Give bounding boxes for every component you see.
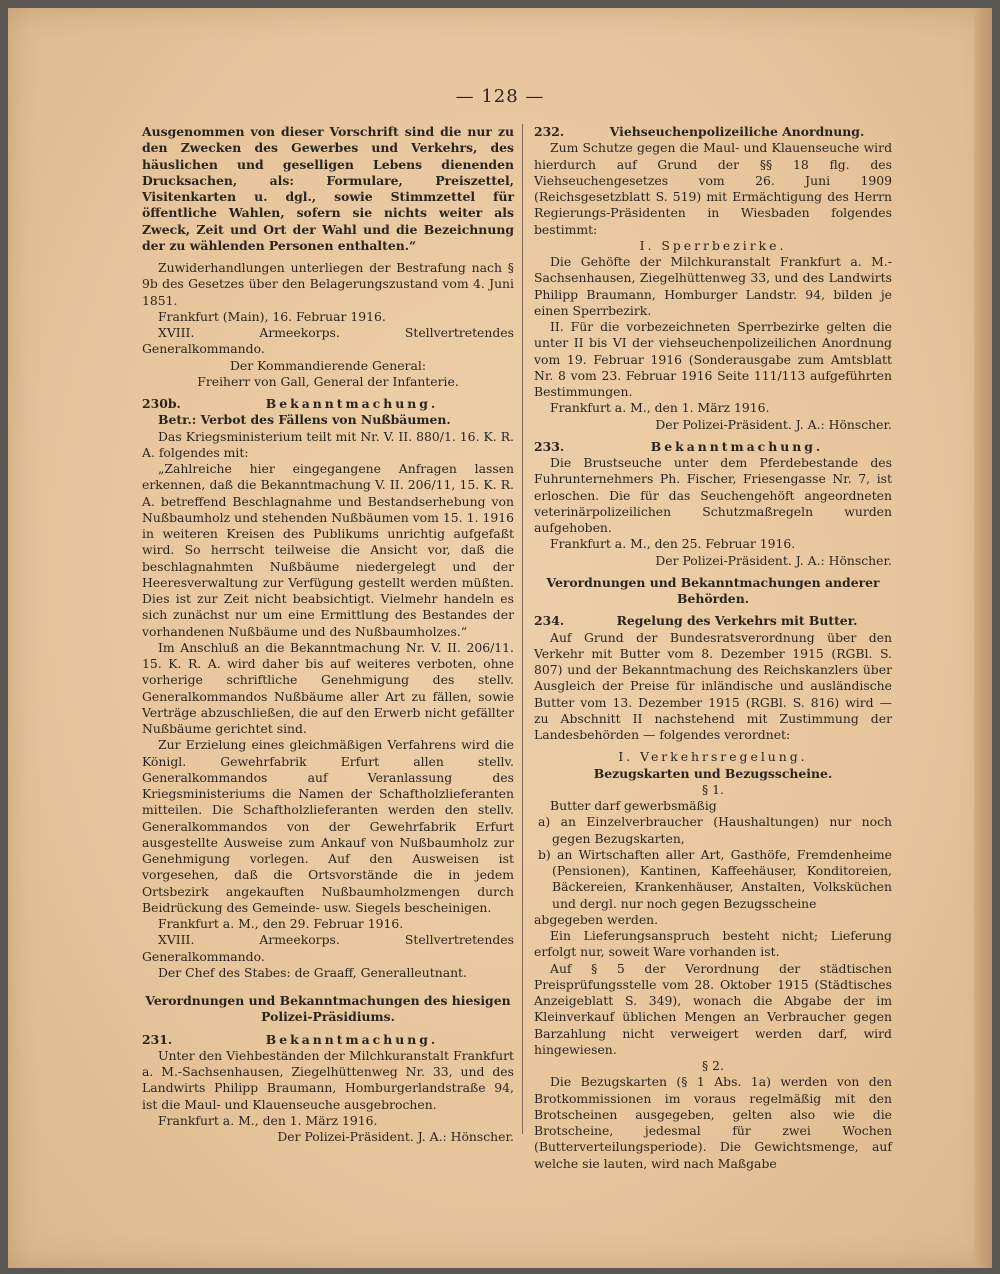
section-title: Bekanntmachung. xyxy=(650,438,824,454)
paragraph: Auf § 5 der Verordnung der städtischen Preisprüfungsstelle vom 28. Oktober 1915 (Städtisches Anzeigeblatt S. 349), wonach die Abgabe der im Kleinverkauf üblichen Mengen an Verbraucher gegen Barzahlung nicht verweigert werden darf, wird hingewiesen. xyxy=(534,960,892,1057)
binding-edge xyxy=(974,8,992,1268)
paragraph-mark: § 2. xyxy=(702,1058,724,1073)
list-item: b) an Wirtschaften aller Art, Gasthöfe, Fremdenheime (Pensionen), Kantinen, Kaffeehäuser, Konditoreien, Bäckereien, Krankenhäuser, Anstalten, Volksküchen und dergl. nur noch gegen Bezugsscheine xyxy=(538,846,892,911)
paragraph: Ein Lieferungsanspruch besteht nicht; Lieferung erfolgt nur, soweit Ware vorhanden ist. xyxy=(534,928,892,960)
signature: Der Polizei-Präsident. J. A.: Hönscher. xyxy=(277,1129,514,1144)
signature: Der Polizei-Präsident. J. A.: Hönscher. xyxy=(655,416,892,432)
page-number: — 128 — xyxy=(455,86,545,107)
subheading: I. Verkehrsregelung. xyxy=(618,749,808,765)
paragraph: Im Anschluß an die Bekanntmachung Nr. V. II. 206/11. 15. K. R. A. wird daher bis auf weiteres verboten, ohne vorherige schriftliche Genehmigung des stellv. Generalkommandos Nußbäume aller Art zu fällen, sowie Verträge abzuschließen, die auf den Erwerb nicht gefällter Nußbäume gerichtet sind. xyxy=(142,639,514,736)
section-number: 232. xyxy=(534,124,565,139)
place-date: Frankfurt a. M., den 25. Februar 1916. xyxy=(550,536,796,552)
section-number: 233. xyxy=(534,438,565,454)
section-233-heading xyxy=(534,439,892,455)
list-item: a) an Einzelverbraucher (Haushaltungen) nur noch gegen Bezugskarten, xyxy=(538,814,892,846)
subheading: Bezugskarten und Bezugsscheine. xyxy=(593,765,833,781)
section-230b-heading xyxy=(142,396,514,412)
section-subject: Betr.: Verbot des Fällens von Nußbäumen. xyxy=(158,412,451,428)
chief-line: Der Chef des Stabes: de Graaff, Generalleutnant. xyxy=(158,964,467,980)
corps-line: XVIII. Armeekorps. Stellvertretendes Generalkommando. xyxy=(142,325,514,357)
place-date: Frankfurt a. M., den 1. März 1916. xyxy=(550,400,770,416)
subheading: I. Sperrbezirke. xyxy=(639,237,787,253)
paragraph: Die Bezugskarten (§ 1 Abs. 1a) werden von den Brotkommissionen im voraus regelmäßig mit den Brotscheinen ausgegeben, gelten also wie die Brotscheine, jedesmal für zwei Wochen (Butterverteilungsperiode). Die Gewichtsmenge, auf welche sie lauten, wird nach Maßgabe xyxy=(534,1074,892,1171)
corps-line: XVIII. Armeekorps. Stellvertretendes Generalkommando. xyxy=(142,932,514,964)
paragraph: Die Gehöfte der Milchkuranstalt Frankfurt a. M.-Sachsenhausen, Ziegelhüttenweg 33, und des Landwirts Philipp Braumann, Homburger Landstr. 94, bilden je einen Sperrbezirk. xyxy=(534,254,892,318)
section-number: 230b. xyxy=(142,396,181,411)
section-number: 231. xyxy=(142,1031,173,1047)
penalty-paragraph: Zuwiderhandlungen unterliegen der Bestrafung nach § 9b des Gesetzes über den Belagerungszustand vom 4. Juni 1851. xyxy=(142,260,514,308)
section-heading: Verordnungen und Bekanntmachungen des hiesigen Polizei-Präsidiums. xyxy=(145,993,511,1025)
paragraph: Zum Schutze gegen die Maul- und Klauenseuche wird hierdurch auf Grund der §§ 18 flg. des Viehseuchengesetzes vom 26. Juni 1909 (Reichsgesetzblatt S. 519) mit Ermächtigung des Herrn Regierungs-Präsidenten in Wiesbaden folgendes bestimmt: xyxy=(534,140,892,237)
right-column xyxy=(534,124,892,1172)
place-date: Frankfurt a. M., den 1. März 1916. xyxy=(158,1112,378,1128)
paragraph: abgegeben werden. xyxy=(534,911,659,927)
section-title: Regelung des Verkehrs mit Butter. xyxy=(616,613,858,629)
section-231-heading xyxy=(142,1032,514,1048)
paragraph: Das Kriegsministerium teilt mit Nr. V. II. 880/1. 16. K. R. A. folgendes mit: xyxy=(142,428,514,460)
paragraph: Die Brustseuche unter dem Pferdebestande des Fuhrunternehmers Ph. Fischer, Friesengasse Nr. 7, ist erloschen. Die für das Seuchengehöft angeordneten veterinärpolizeilichen Schutzmaßregeln wurden aufgehoben. xyxy=(534,455,892,535)
paragraph: „Zahlreiche hier eingegangene Anfragen lassen erkennen, daß die Bekanntmachung V. II. 206/11, 15. K. R. A. betreffend Beschlagnahme und Bestandserhebung von Nußbaumholz und stehenden Nußbäumen vom 15. 1. 1916 in weiteren Kreisen des Publikums unrichtig aufgefaßt wird. So herrscht teilweise die Ansicht vor, daß die beschlagnahmten Nußbäume niedergelegt und der Heeresverwaltung zur Verfügung gestellt werden müßten. Dies ist zur Zeit nicht beabsichtigt. Vielmehr handeln es sich zunächst nur um eine Ermittlung des Bestandes der vorhandenen Nußbäume und des Nußbaumholzes.“ xyxy=(142,461,514,639)
paragraph: Auf Grund der Bundesratsverordnung über den Verkehr mit Butter vom 8. Dezember 1915 (RGBl. S. 807) und der Bekanntmachung des Reichskanzlers über Ausgleich der Preise für inländische und ausländische Butter vom 13. Dezember 1915 (RGBl. S. 816) wird — zu Abschnitt II nachstehend mit Zustimmung der Landesbehörden — folgendes verordnet: xyxy=(534,629,892,742)
column-divider xyxy=(522,124,523,1134)
paragraph-mark: § 1. xyxy=(702,781,724,797)
section-heading: Verordnungen und Bekanntmachungen anderer Behörden. xyxy=(546,574,880,606)
section-234-heading xyxy=(534,613,892,629)
place-date: Frankfurt a. M., den 29. Februar 1916. xyxy=(158,916,404,931)
section-title: Viehseuchenpolizeiliche Anordnung. xyxy=(609,124,865,139)
paragraph: Butter darf gewerbsmäßig xyxy=(550,798,717,813)
paragraph: Zur Erzielung eines gleichmäßigen Verfahrens wird die Königl. Gewehrfabrik Erfurt allen stellv. Generalkommandos auf Veranlassung des Kriegsministeriums die Namen der Schaftholzlieferanten mitteilen. Die Schaftholzlieferanten werden den stellv. Generalkommandos von der Gewehrfabrik Erfurt ausgestellte Ausweise zum Ankauf von Nußbaumholz zur Genehmigung vorlegen. Auf den Ausweisen ist vorgesehen, daß die Ortsvorstände die in jedem Ortsbezirk angekauften Nußbaumholzmengen durch Beidrückung des Gemeinde- usw. Siegels bescheinigen. xyxy=(142,737,514,915)
general-title: Der Kommandierende General: xyxy=(229,357,427,373)
signature: Der Polizei-Präsident. J. A.: Hönscher. xyxy=(655,552,892,568)
place-date: Frankfurt (Main), 16. Februar 1916. xyxy=(158,308,386,324)
intro-paragraph: Ausgenommen von dieser Vorschrift sind die nur zu den Zwecken des Gewerbes und Verkehrs, des häuslichen und geselligen Lebens dienenden Drucksachen, als: Formulare, Preiszettel, Visitenkarten u. dgl., sowie Stimmzettel für öffentliche Wahlen, sofern sie nichts weiter als Zweck, Zeit und Ort der Wahl und die Bezeichnung der zu wählenden Personen enthalten.“ xyxy=(142,124,514,253)
left-column xyxy=(142,124,514,1145)
section-number: 234. xyxy=(534,613,565,629)
paragraph: II. Für die vorbezeichneten Sperrbezirke gelten die unter II bis VI der viehseuchenpolizeilichen Anordnung vom 19. Februar 1916 (Sonderausgabe zum Amtsblatt Nr. 8 vom 23. Februar 1916 Seite 111/113 aufgeführten Bestimmungen. xyxy=(534,319,892,399)
section-title: Bekanntmachung. xyxy=(265,1031,439,1047)
section-232-heading xyxy=(534,124,892,140)
paragraph: Unter den Viehbeständen der Milchkuranstalt Frankfurt a. M.-Sachsenhausen, Ziegelhüttenweg Nr. 33, und des Landwirts Philipp Braumann, Homburgerlandstraße 94, ist die Maul- und Klauenseuche ausgebrochen. xyxy=(142,1047,514,1112)
section-title: Bekanntmachung. xyxy=(265,396,439,411)
general-name: Freiherr von Gall, General der Infanterie. xyxy=(197,373,459,389)
